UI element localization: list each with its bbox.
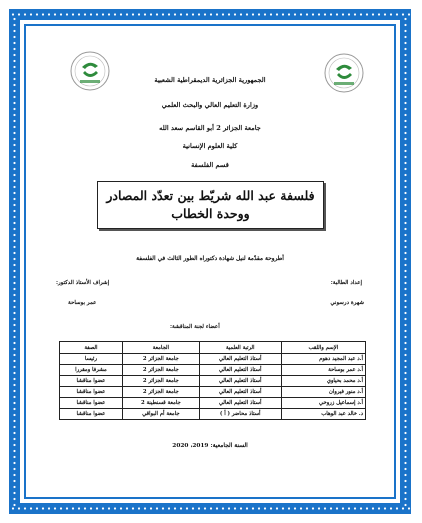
member-university: جامعة أم البواقي bbox=[122, 409, 199, 420]
supervisor-label: إشراف الأستاذ الدكتور: bbox=[56, 280, 110, 286]
member-name: أ.د منور فيروان bbox=[281, 387, 365, 398]
member-name: د. خالد عبد الوهاب bbox=[281, 409, 365, 420]
university-name: جامعة الجزائر 2 أبو القاسم سعد الله bbox=[159, 124, 261, 132]
member-university: جامعة الجزائر 2 bbox=[122, 354, 199, 365]
university-logo-left bbox=[69, 50, 111, 92]
member-name: أ.د محمد بحياوي bbox=[281, 376, 365, 387]
member-rank: أستاذ التعليم العالي bbox=[199, 376, 281, 387]
member-rank: أستاذ التعليم العالي bbox=[199, 398, 281, 409]
member-rank: أستاذ التعليم العالي bbox=[199, 365, 281, 376]
member-role: عضوا مناقشا bbox=[60, 376, 123, 387]
member-name: أ.د عبد المجيد دهوم bbox=[281, 354, 365, 365]
member-role: عضوا مناقشا bbox=[60, 387, 123, 398]
faculty-name: كلية العلوم الإنسانية bbox=[182, 142, 238, 150]
member-name: أ.د عمر بوساحة bbox=[281, 365, 365, 376]
table-row bbox=[60, 365, 366, 376]
member-university: جامعة الجزائر 2 bbox=[122, 365, 199, 376]
thesis-subtitle: أطروحة مقدّمة لنيل شهادة دكتوراه الطور الثالث في الفلسفة bbox=[136, 256, 284, 262]
supervisor-name: عمر بوساحة bbox=[68, 300, 97, 306]
university-logo-right bbox=[323, 52, 365, 94]
table-row bbox=[60, 376, 366, 387]
member-university: جامعة الجزائر 2 bbox=[122, 376, 199, 387]
republic-name: الجمهورية الجزائرية الديمقراطية الشعبية bbox=[154, 76, 266, 84]
column-header-role: الصفة bbox=[60, 342, 123, 354]
column-header-rank: الرتبة العلمية bbox=[199, 342, 281, 354]
thesis-title-box bbox=[97, 181, 324, 229]
member-rank: أستاذ محاضر ( أ ) bbox=[199, 409, 281, 420]
academic-year: السنة الجامعية: 2019، 2020 bbox=[172, 443, 248, 449]
ministry-name: وزارة التعليم العالي والبحث العلمي bbox=[161, 101, 259, 109]
student-name: شهرة درسوني bbox=[330, 300, 364, 306]
column-header-name: الإسم واللقب bbox=[281, 342, 365, 354]
thesis-title-line2: ووحدة الخطاب bbox=[171, 206, 250, 221]
member-role: مشرفا ومقررا bbox=[60, 365, 123, 376]
member-name: أ.د إسماعيل زروخي bbox=[281, 398, 365, 409]
thesis-title-line1: فلسفة عبد الله شريّط بين تعدّد المصادر bbox=[106, 188, 315, 203]
table-row bbox=[60, 398, 366, 409]
column-header-university: الجامعة bbox=[122, 342, 199, 354]
committee-table bbox=[59, 341, 366, 420]
member-rank: أستاذ التعليم العالي bbox=[199, 387, 281, 398]
member-university: جامعة الجزائر 2 bbox=[122, 387, 199, 398]
table-row bbox=[60, 354, 366, 365]
department-name: قسم الفلسفة bbox=[191, 161, 229, 169]
student-label: إعداد الطالبة: bbox=[330, 280, 362, 286]
committee-table-header bbox=[60, 342, 366, 354]
member-role: عضوا مناقشا bbox=[60, 409, 123, 420]
table-row bbox=[60, 387, 366, 398]
member-university: جامعة قسنطينة 2 bbox=[122, 398, 199, 409]
committee-heading: أعضاء لجنة المناقشة: bbox=[170, 324, 220, 330]
table-row bbox=[60, 409, 366, 420]
member-role: عضوا مناقشا bbox=[60, 398, 123, 409]
member-role: رئيسا bbox=[60, 354, 123, 365]
member-rank: أستاذ التعليم العالي bbox=[199, 354, 281, 365]
